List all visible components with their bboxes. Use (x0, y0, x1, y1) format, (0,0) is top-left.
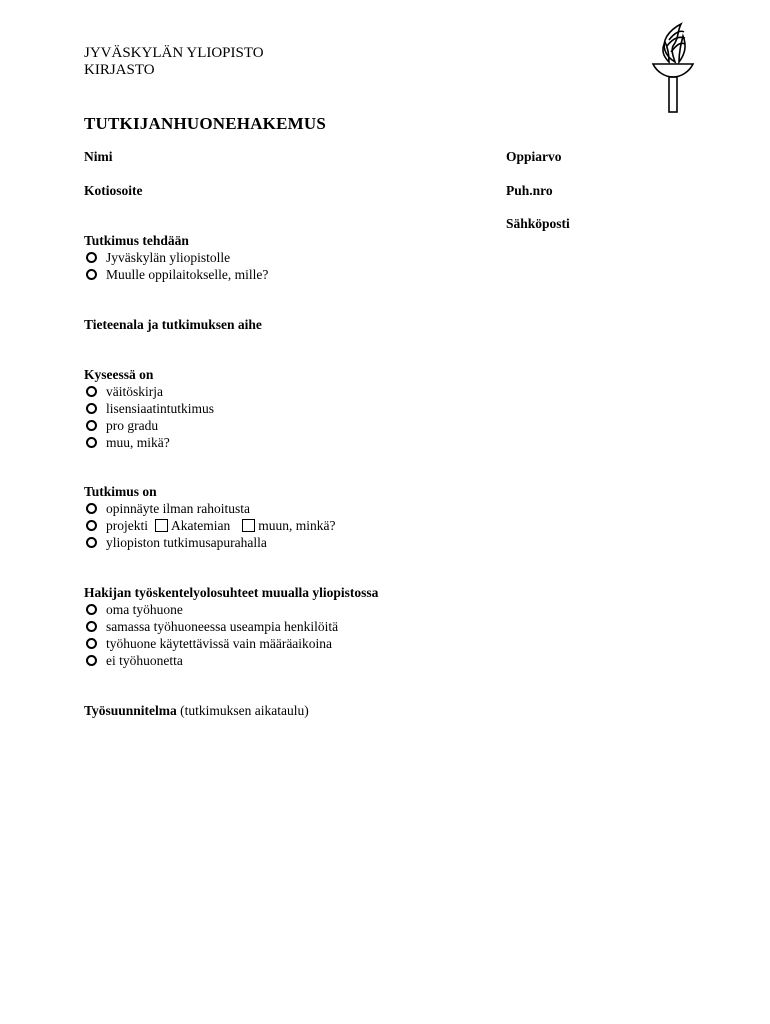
workspace-options (86, 601, 338, 669)
type-options (86, 383, 214, 451)
radio-option[interactable]: pro gradu (86, 417, 214, 434)
radio-circle-icon[interactable] (86, 638, 97, 649)
radio-circle-icon[interactable] (86, 403, 97, 414)
other-checkbox[interactable] (242, 519, 255, 532)
funding-options (86, 500, 335, 551)
radio-circle-icon[interactable] (86, 420, 97, 431)
radio-option[interactable]: yliopiston tutkimusapurahalla (86, 534, 335, 551)
radio-circle-icon[interactable] (86, 537, 97, 548)
radio-option[interactable]: opinnäyte ilman rahoitusta (86, 500, 335, 517)
radio-circle-icon[interactable] (86, 386, 97, 397)
radio-circle-icon[interactable] (86, 503, 97, 514)
radio-option[interactable]: Jyväskylän yliopistolle (86, 249, 268, 266)
workspace-label: Hakijan työskentelyolosuhteet muualla yliopistossa (84, 585, 379, 600)
type-label: Kyseessä on (84, 367, 154, 382)
torch-logo-icon (651, 22, 695, 114)
radio-circle-icon[interactable] (86, 520, 97, 531)
radio-option[interactable]: samassa työhuoneessa useampia henkilöitä (86, 618, 338, 635)
radio-option[interactable]: projekti Akatemian muun, minkä? (86, 517, 335, 534)
radio-circle-icon[interactable] (86, 621, 97, 632)
form-title: TUTKIJANHUONEHAKEMUS (84, 114, 327, 133)
research-for-options (86, 249, 268, 283)
radio-circle-icon[interactable] (86, 604, 97, 615)
university-name: JYVÄSKYLÄN YLIOPISTO (84, 45, 264, 61)
work-plan-note: (tutkimuksen aikataulu) (180, 703, 309, 718)
radio-option[interactable]: ei työhuonetta (86, 652, 338, 669)
radio-option[interactable]: muu, mikä? (86, 434, 214, 451)
research-for-label: Tutkimus tehdään (84, 233, 189, 248)
radio-option[interactable]: väitöskirja (86, 383, 214, 400)
radio-circle-icon[interactable] (86, 252, 97, 263)
academy-checkbox[interactable] (155, 519, 168, 532)
radio-circle-icon[interactable] (86, 269, 97, 280)
radio-option[interactable]: Muulle oppilaitokselle, mille? (86, 266, 268, 283)
funding-label: Tutkimus on (84, 484, 157, 499)
radio-circle-icon[interactable] (86, 655, 97, 666)
radio-option[interactable]: lisensiaatintutkimus (86, 400, 214, 417)
email-field-label: Sähköposti (506, 216, 570, 231)
phone-field-label: Puh.nro (506, 183, 553, 198)
radio-option[interactable]: työhuone käytettävissä vain määräaikoina (86, 635, 338, 652)
radio-option[interactable]: oma työhuone (86, 601, 338, 618)
work-plan-label: Työsuunnitelma (tutkimuksen aikataulu) (84, 703, 309, 718)
address-field-label: Kotiosoite (84, 183, 143, 198)
radio-circle-icon[interactable] (86, 437, 97, 448)
field-topic-label: Tieteenala ja tutkimuksen aihe (84, 317, 262, 332)
department-name: KIRJASTO (84, 62, 155, 78)
degree-field-label: Oppiarvo (506, 149, 562, 164)
name-field-label: Nimi (84, 149, 113, 164)
